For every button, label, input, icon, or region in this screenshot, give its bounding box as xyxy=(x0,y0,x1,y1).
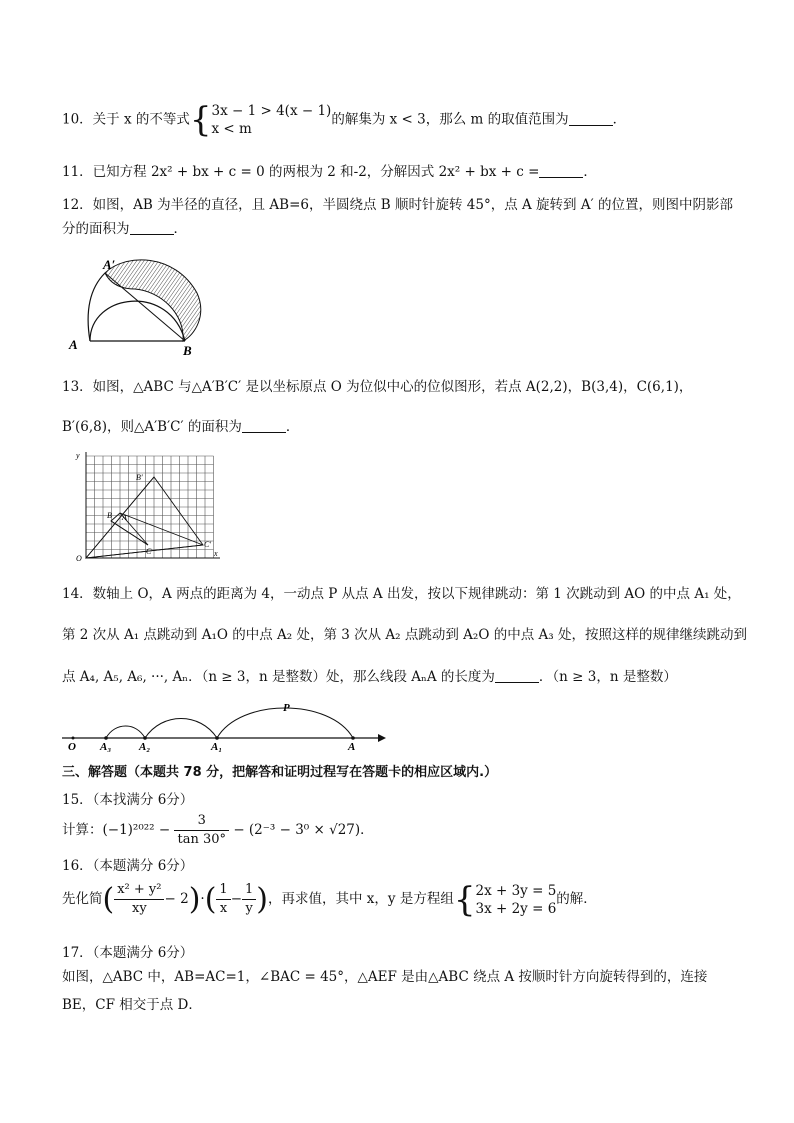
q10-sys-line2: x < m xyxy=(211,121,252,137)
q16-fraction-2 xyxy=(216,881,230,918)
section3-title: 三、解答题（本题共 78 分，把解答和证明过程写在答题卡的相应区域内.） xyxy=(62,765,498,780)
q16-frac2-num: 1 xyxy=(216,881,230,900)
q11-answer-blank xyxy=(539,163,583,178)
q13-label-o: O xyxy=(76,554,82,562)
q16-paren-open-1: ( xyxy=(102,881,115,917)
q10-end: ． xyxy=(612,111,627,128)
q11-text: 11．已知方程 2x² + bx + c = 0 的两根为 2 和-2，分解因式 2x² + bx + c = xyxy=(62,164,540,180)
q11-end: ． xyxy=(583,164,597,180)
q16-frac3-den: y xyxy=(245,901,253,916)
q12-end: ． xyxy=(173,221,187,237)
q16-expression xyxy=(62,881,597,918)
q13-line2 xyxy=(62,418,299,436)
q14-line1: 14．数轴上 O，A 两点的距离为 4，一动点 P 从点 A 出发，按以下规律跳动：第 1 次跳动到 AO 的中点 A₁ 处， xyxy=(62,586,741,602)
q16-middle: ，再求值，其中 x，y 是方程组 xyxy=(268,891,454,907)
q13-answer-blank xyxy=(242,418,286,433)
q14-label-p: P xyxy=(283,702,290,714)
q12-line2-text: 分的面积为 xyxy=(62,221,130,237)
q10-sys-line1: 3x − 1 > 4(x − 1) xyxy=(211,103,332,119)
q16-frac3-num: 1 xyxy=(242,881,256,900)
q10-line xyxy=(62,102,626,138)
q16-frac2-den: x xyxy=(219,901,228,916)
q16-dot: · xyxy=(200,891,205,907)
q15-fraction xyxy=(174,812,229,849)
q11-line xyxy=(62,163,597,181)
q14-label-a3: A₃ xyxy=(100,741,112,752)
q16-sys-line1: 2x + 3y = 5 xyxy=(475,882,557,899)
q12-label-a-prime: A′ xyxy=(103,257,116,272)
q15-lead: 计算：(−1)²⁰²² − xyxy=(62,822,171,838)
q17-head: 17．（本题满分 6分） xyxy=(62,945,194,961)
q10-answer-blank xyxy=(569,111,613,126)
q12-line1: 12．如图，AB 为半径的直径，且 AB=6，半圆绕点 B 顺时针旋转 45°，点 A 旋转到 A′ 的位置，则图中阴影部 xyxy=(62,197,733,213)
q16-minus2: − 2 xyxy=(164,891,189,907)
q16-paren-close-2: ) xyxy=(256,881,269,917)
q15-frac-num: 3 xyxy=(174,812,229,831)
q14-label-a: A xyxy=(348,741,356,752)
q10-prefix: 10．关于 x 的不等式 xyxy=(62,111,190,128)
q13-label-y: y xyxy=(76,451,80,460)
q13-line2-text: B′(6,8)，则△A′B′C′ 的面积为 xyxy=(62,419,242,435)
q16-sys-line2: 3x + 2y = 6 xyxy=(475,900,557,917)
q15-head: 15．（本找满分 6分） xyxy=(62,792,194,808)
q14-label-a1: A₁ xyxy=(211,741,223,752)
q14-line3-end: ．（n ≥ 3，n 是整数） xyxy=(538,669,677,685)
q16-fraction-1 xyxy=(114,881,164,918)
q13-line1: 13．如图，△ABC 与△A′B′C′ 是以坐标原点 O 为位似中心的位似图形，若点 A(2,2)，B(3,4)，C(6,1)， xyxy=(62,379,693,395)
q15-tail: − (2⁻³ − 3⁰ × √27)． xyxy=(233,822,374,838)
q13-label-x: x xyxy=(214,549,218,558)
q13-label-c-prime: C′ xyxy=(204,540,212,549)
q12-line2 xyxy=(62,220,187,238)
q14-label-o: O xyxy=(68,741,76,752)
q13-end: ． xyxy=(285,419,300,435)
q14-line3 xyxy=(62,668,677,686)
q16-paren-open-2: ( xyxy=(204,881,217,917)
q16-system xyxy=(475,882,556,918)
q16-fraction-3 xyxy=(242,881,256,918)
q10-system xyxy=(212,102,332,138)
q14-answer-blank xyxy=(495,668,539,683)
q13-grid-figure xyxy=(70,450,225,562)
q10-brace: { xyxy=(189,100,212,140)
q14-number-line xyxy=(60,700,390,752)
q12-label-b: B xyxy=(183,343,192,358)
q13-label-b-prime: B′ xyxy=(136,473,143,482)
q12-answer-blank xyxy=(130,220,174,235)
q16-lead: 先化简 xyxy=(62,891,103,907)
q16-head: 16．（本题满分 6分） xyxy=(62,858,194,874)
q17-line1: 如图，△ABC 中，AB=AC=1，∠BAC = 45°，△AEF 是由△ABC 绕点 A 按顺时针方向旋转得到的，连接 xyxy=(62,969,708,985)
q14-line3-text: 点 A₄, A₅, A₆, ···, Aₙ．（n ≥ 3，n 是整数）处，那么线段 AₙA 的长度为 xyxy=(62,669,495,685)
q12-figure xyxy=(65,253,215,358)
q13-label-a: A xyxy=(122,513,127,522)
q12-label-a: A xyxy=(69,337,78,352)
q14-line2: 第 2 次从 A₁ 点跳动到 A₁O 的中点 A₂ 处，第 3 次从 A₂ 点跳动到 A₂O 的中点 A₃ 处，按照这样的规律继续跳动到 xyxy=(62,627,747,643)
q14-label-a2: A₂ xyxy=(139,741,151,752)
q13-label-c: C xyxy=(146,547,152,556)
q15-frac-den: tan 30° xyxy=(177,832,227,847)
q16-minus: − xyxy=(230,891,243,907)
q15-expression xyxy=(62,812,374,849)
q16-end: 的解． xyxy=(556,891,597,907)
q10-suffix: 的解集为 x < 3，那么 m 的取值范围为 xyxy=(331,111,569,128)
q16-frac1-den: xy xyxy=(132,901,147,916)
q17-line2: BE，CF 相交于点 D． xyxy=(62,997,202,1013)
q16-frac1-num: x² + y² xyxy=(114,881,164,900)
q13-label-b: B xyxy=(107,511,112,520)
q16-brace: { xyxy=(453,879,476,920)
q16-paren-close-1: ) xyxy=(188,881,201,917)
